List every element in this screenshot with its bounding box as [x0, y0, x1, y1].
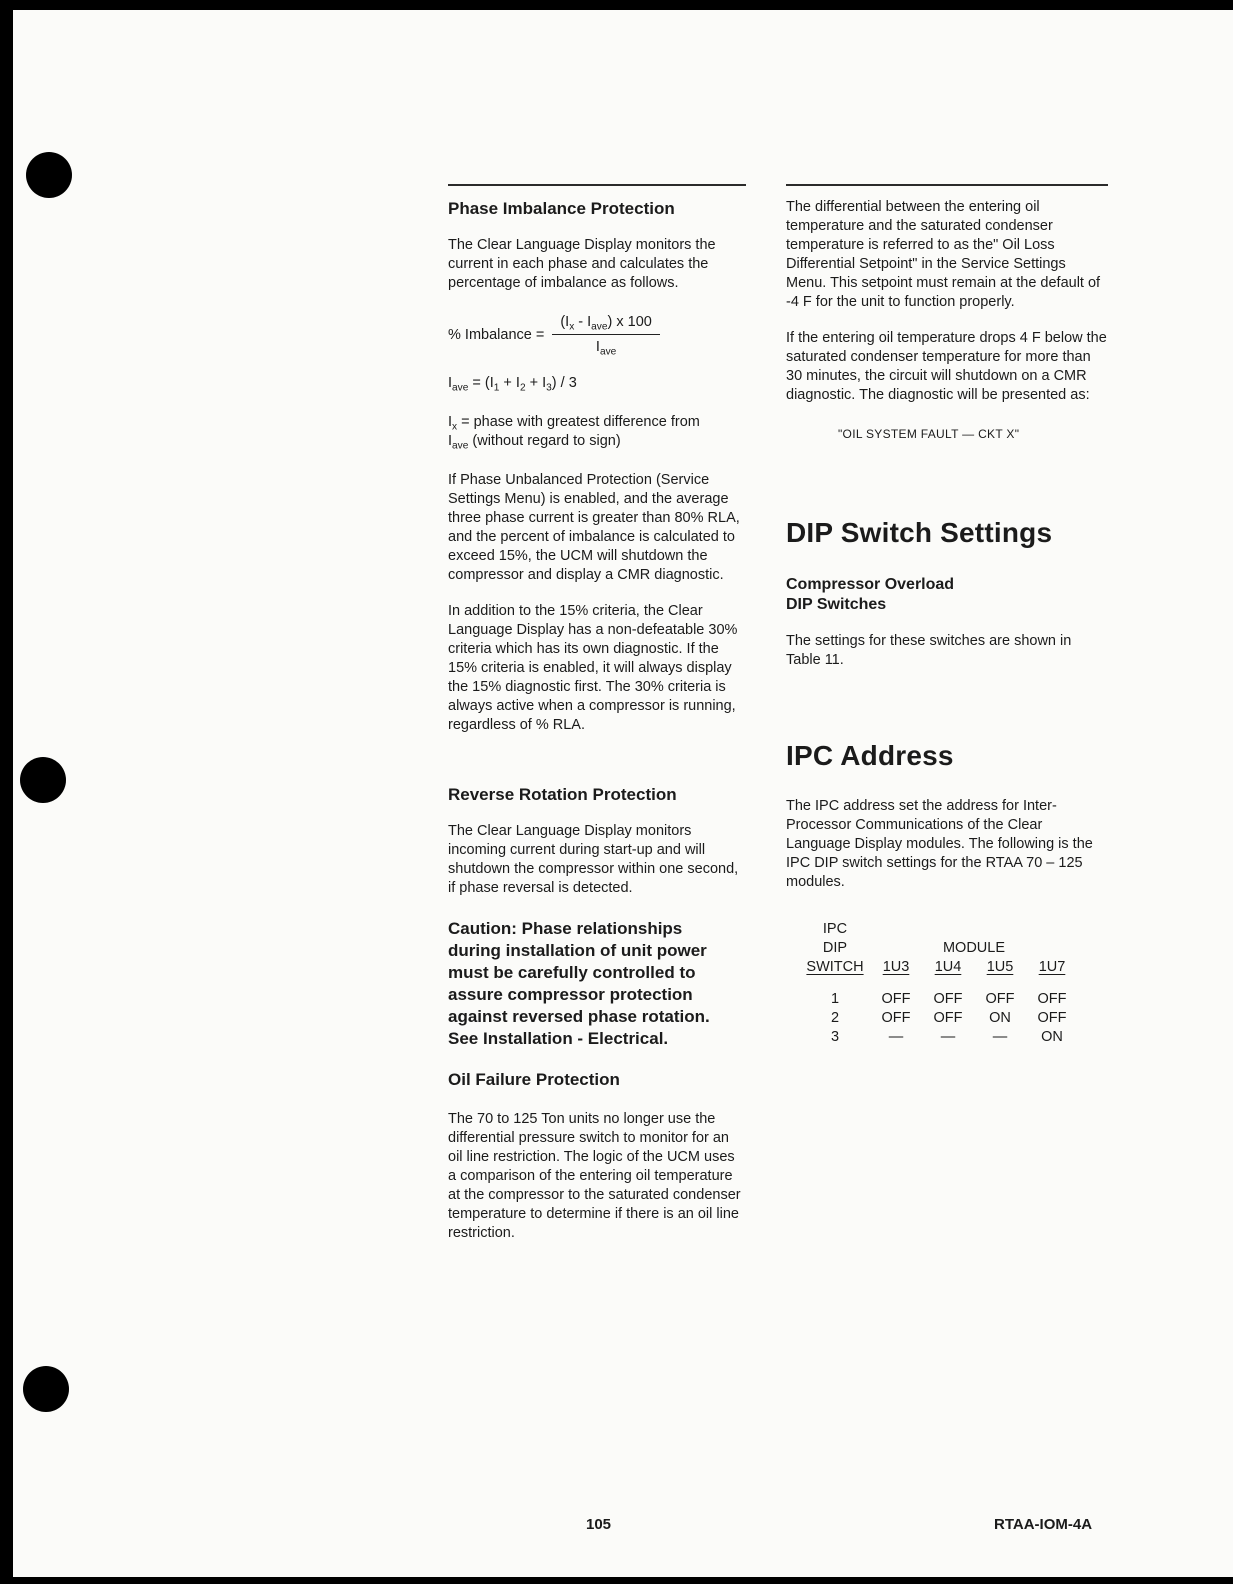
table-cell: OFF [933, 1010, 963, 1026]
oil-failure-paragraph: The 70 to 125 Ton units no longer use the differential pressure switch to monitor for an oil line restriction. The logic of the UCM uses a comparison of the entering oil temperature at the compressor to the saturated condenser temperature to determine if there is an oil line restriction. [448, 1111, 741, 1241]
table-column-1u4: 1U4 [934, 959, 962, 975]
ix-definition: $I_x$ = phase with greatest difference from $I_{ave}$ (without regard to sign) [448, 414, 700, 452]
table-header-module: MODULE [942, 940, 1006, 956]
table-cell: OFF [881, 1010, 911, 1026]
left-column [448, 184, 746, 1243]
oil-system-fault-message: "OIL SYSTEM FAULT — CKT X" [838, 427, 1020, 441]
table-cell: OFF [1037, 1010, 1067, 1026]
table-cell: OFF [933, 991, 963, 1007]
oil-differential-paragraph: The differential between the entering oil temperature and the saturated condenser temperature is referred to as the" Oil Loss Differential Setpoint" in the Service Settings Menu. This setpoint must remain at the default of -4 F for the unit to function properly. [786, 199, 1101, 310]
criteria-paragraph: In addition to the 15% criteria, the Clear Language Display has a non-defeatable 30% criteria which has its own diagnostic. If the 15% criteria is enabled, it will always display the 15% diagnostic first. The 30% criteria is always active when a compressor is running, regardless of % RLA. [448, 603, 738, 733]
phase-unbalanced-paragraph: If Phase Unbalanced Protection (Service Settings Menu) is enabled, and the average three phase current is greater than 80% RLA, and the percent of imbalance is calculated to exceed 15%, the UCM will shutdown the compressor and display a CMR diagnostic. [448, 472, 740, 583]
reverse-rotation-paragraph: The Clear Language Display monitors incoming current during start-up and will shutdown the compressor within one second, if phase reversal is detected. [448, 823, 739, 896]
table-cell: — [992, 1029, 1008, 1045]
scan-edge-top [0, 0, 1233, 10]
formula-lhs: % Imbalance = [448, 326, 545, 343]
reverse-rotation-heading: Reverse Rotation Protection [448, 785, 677, 804]
scan-edge-bottom [0, 1577, 1233, 1584]
table-column-1u3: 1U3 [882, 959, 910, 975]
table-cell: — [940, 1029, 956, 1045]
table-cell: OFF [1037, 991, 1067, 1007]
table-cell: OFF [881, 991, 911, 1007]
table-row-switch-number: 1 [830, 991, 840, 1007]
table-header-dip: DIP [822, 940, 848, 956]
oil-drops-paragraph: If the entering oil temperature drops 4 F below the saturated condenser temperature for more than 30 minutes, the circuit will shutdown on a CMR diagnostic. The diagnostic will be presented as: [786, 330, 1107, 403]
document-code: RTAA-IOM-4A [994, 1516, 1093, 1533]
table-column-1u5: 1U5 [986, 959, 1014, 975]
table-cell: ON [1041, 1029, 1063, 1045]
phase-imbalance-heading: Phase Imbalance Protection [448, 199, 675, 218]
column-rule-left [448, 184, 746, 186]
dip-switch-settings-heading: DIP Switch Settings [786, 517, 1053, 548]
caution-block: Caution: Phase relationships during installation of unit power must be carefully controlled to assure compressor protection against reversed phase rotation. See Installation - Electrical. [448, 919, 710, 1048]
page-number: 105 [586, 1516, 612, 1533]
right-column [786, 184, 1108, 1047]
ipc-address-paragraph: The IPC address set the address for Inter-Processor Communications of the Clear Language Display modules. The following is the IPC DIP switch settings for the RTAA 70 – 125 modules. [786, 798, 1093, 890]
ipc-dip-switch-table [800, 920, 1108, 1047]
formula-fraction: $\frac{(I_x - I_{ave}) x 100}{I_{ave}}$ [552, 314, 660, 355]
table-row-switch-number: 3 [830, 1029, 840, 1045]
scan-edge-left [0, 0, 13, 1584]
punch-hole-bottom [23, 1366, 69, 1412]
table-column-1u7: 1U7 [1038, 959, 1066, 975]
table-cell: ON [989, 1010, 1011, 1026]
iave-definition: $I_{ave} = (I_1 + I_2 + I_3) / 3$ [448, 375, 577, 394]
oil-failure-heading: Oil Failure Protection [448, 1070, 620, 1089]
table-row-switch-number: 2 [830, 1010, 840, 1026]
phase-imbalance-intro-paragraph: The Clear Language Display monitors the current in each phase and calculates the percentage of imbalance as follows. [448, 237, 716, 291]
punch-hole-middle [20, 757, 66, 803]
ipc-address-heading: IPC Address [786, 740, 954, 771]
compressor-overload-subheading: Compressor Overload DIP Switches [786, 576, 955, 613]
table-header-ipc: IPC [822, 921, 848, 937]
table-cell: OFF [985, 991, 1015, 1007]
table-header-switch: SWITCH [806, 959, 864, 975]
punch-hole-top [26, 152, 72, 198]
imbalance-formula [448, 314, 746, 358]
table-cell: — [888, 1029, 904, 1045]
column-rule-right [786, 184, 1108, 186]
table11-paragraph: The settings for these switches are shown in Table 11. [786, 633, 1072, 668]
table-spacer [800, 977, 1078, 990]
